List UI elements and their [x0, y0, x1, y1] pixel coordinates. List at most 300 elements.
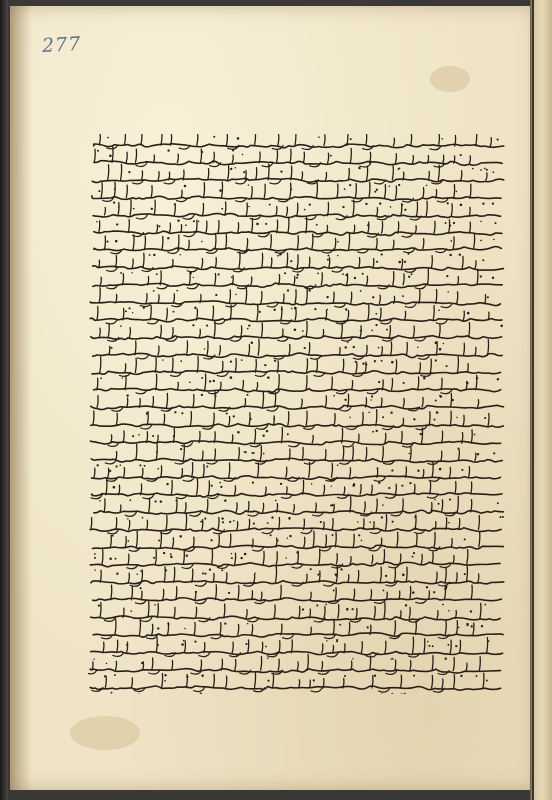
- ink-dot: [374, 360, 376, 362]
- ink-dot: [195, 591, 197, 593]
- ink-dot: [467, 312, 470, 315]
- handwritten-line: [93, 269, 502, 292]
- ink-stroke: [479, 532, 480, 547]
- ink-stroke: [251, 277, 252, 285]
- ink-stroke: [430, 482, 431, 495]
- ink-stroke: [335, 533, 336, 547]
- ink-stroke: [450, 640, 451, 653]
- ink-stroke: [348, 575, 349, 582]
- handwritten-line: [94, 233, 501, 257]
- ink-stroke: [288, 217, 289, 233]
- ink-dot: [120, 325, 122, 327]
- ink-dot: [337, 464, 339, 466]
- ink-dot: [193, 220, 195, 222]
- ink-stroke: [379, 295, 380, 303]
- ink-stroke: [128, 573, 129, 582]
- ink-stroke: [173, 294, 174, 303]
- ink-dot: [111, 692, 113, 694]
- ink-dot: [331, 486, 332, 487]
- ink-stroke: [419, 290, 420, 304]
- ink-dot: [314, 308, 316, 310]
- ink-dot: [362, 273, 364, 275]
- ink-dot: [164, 674, 166, 676]
- ink-stroke: [323, 679, 324, 688]
- ink-stroke: [218, 535, 219, 547]
- ink-dot: [316, 224, 318, 226]
- ink-stroke: [343, 443, 354, 447]
- ink-dot: [452, 399, 454, 401]
- ink-stroke: [90, 562, 500, 567]
- ink-stroke: [270, 235, 271, 250]
- ink-dot: [235, 294, 237, 296]
- ink-stroke: [197, 479, 198, 495]
- ink-stroke: [451, 393, 452, 406]
- ink-stroke: [187, 341, 188, 355]
- ink-stroke: [94, 144, 504, 148]
- ink-stroke: [475, 261, 476, 269]
- ink-dot: [345, 308, 347, 310]
- ink-dot: [428, 645, 430, 647]
- ink-stroke: [297, 255, 298, 268]
- ink-dot: [254, 572, 256, 574]
- ink-dot: [372, 296, 374, 298]
- ink-stroke: [454, 156, 455, 163]
- ink-stroke: [108, 165, 109, 180]
- ink-dot: [390, 412, 392, 414]
- ink-stroke: [162, 674, 163, 688]
- ink-stroke: [195, 582, 206, 586]
- ink-stroke: [213, 306, 214, 320]
- ink-dot: [256, 223, 259, 226]
- ink-stroke: [248, 640, 249, 653]
- ink-stroke: [380, 308, 381, 320]
- ink-stroke: [238, 448, 239, 460]
- ink-dot: [120, 272, 122, 274]
- handwritten-line: [90, 305, 503, 327]
- ink-stroke: [386, 515, 387, 530]
- ink-stroke: [118, 203, 119, 215]
- ink-stroke: [161, 466, 162, 478]
- ink-dot: [153, 254, 155, 256]
- ink-stroke: [220, 623, 221, 635]
- ink-stroke: [401, 675, 402, 688]
- paper-stain: [430, 66, 470, 92]
- ink-stroke: [394, 621, 395, 635]
- ink-dot: [336, 639, 338, 641]
- ink-stroke: [476, 134, 477, 146]
- ink-dot: [173, 435, 175, 437]
- ink-stroke: [462, 433, 463, 444]
- ink-stroke: [106, 320, 117, 324]
- ink-dot: [213, 380, 215, 382]
- ink-stroke: [148, 320, 159, 324]
- ink-dot: [265, 646, 267, 648]
- ink-dot: [241, 359, 243, 361]
- ink-stroke: [99, 288, 100, 303]
- ink-dot: [297, 274, 299, 276]
- ink-stroke: [101, 183, 102, 198]
- ink-dot: [344, 346, 346, 348]
- ink-stroke: [119, 485, 120, 495]
- ink-dot: [120, 464, 122, 466]
- ink-dot: [308, 289, 310, 291]
- ink-dot: [326, 640, 327, 641]
- ink-dot: [497, 502, 499, 504]
- ink-stroke: [99, 260, 100, 267]
- ink-stroke: [415, 226, 416, 234]
- ink-dot: [189, 382, 191, 384]
- ink-dot: [404, 261, 406, 263]
- ink-stroke: [293, 505, 294, 512]
- ink-stroke: [271, 258, 272, 268]
- ink-stroke: [355, 184, 356, 198]
- ink-stroke: [278, 659, 279, 670]
- ink-stroke: [270, 180, 281, 184]
- ink-stroke: [487, 638, 488, 654]
- ink-dot: [251, 341, 254, 344]
- handwritten-text-block: [88, 134, 506, 694]
- ink-stroke: [409, 607, 410, 618]
- ink-stroke: [288, 412, 289, 426]
- ink-stroke: [313, 531, 314, 547]
- ink-dot: [167, 149, 169, 151]
- ink-dot: [253, 523, 255, 525]
- ink-stroke: [352, 381, 353, 390]
- ink-dot: [476, 675, 478, 677]
- ink-stroke: [459, 519, 460, 530]
- ink-stroke: [192, 463, 193, 478]
- handwritten-arabic-lines: [88, 134, 506, 694]
- ink-dot: [486, 680, 488, 682]
- ink-stroke: [485, 295, 486, 304]
- handwritten-line: [90, 288, 500, 311]
- ink-stroke: [291, 640, 292, 653]
- ink-dot: [497, 139, 499, 141]
- ink-stroke: [326, 173, 327, 180]
- ink-stroke: [403, 398, 404, 407]
- ink-stroke: [258, 339, 259, 355]
- ink-stroke: [457, 357, 458, 373]
- ink-stroke: [251, 187, 252, 198]
- ink-stroke: [455, 135, 456, 146]
- ink-stroke: [319, 549, 320, 564]
- ink-dot: [201, 674, 203, 676]
- ink-stroke: [245, 171, 246, 180]
- ink-stroke: [393, 138, 394, 146]
- ink-dot: [442, 138, 444, 140]
- ink-stroke: [248, 502, 249, 512]
- handwritten-line: [91, 602, 500, 627]
- ink-dot: [434, 419, 436, 421]
- ink-stroke: [238, 625, 239, 635]
- ink-stroke: [367, 276, 368, 285]
- ink-dot: [346, 608, 349, 611]
- ink-stroke: [123, 308, 124, 320]
- ink-stroke: [142, 171, 143, 180]
- ink-stroke: [412, 156, 413, 164]
- ink-stroke: [123, 608, 124, 617]
- ink-dot: [426, 185, 428, 187]
- ink-dot: [280, 170, 282, 172]
- ink-stroke: [117, 640, 118, 652]
- ink-stroke: [130, 200, 131, 215]
- ink-stroke: [202, 259, 203, 268]
- handwritten-line: [90, 549, 500, 572]
- ink-stroke: [94, 468, 95, 477]
- ink-dot: [143, 307, 145, 309]
- ink-stroke: [301, 530, 312, 534]
- ink-stroke: [306, 411, 307, 425]
- ink-dot: [357, 521, 358, 522]
- ink-stroke: [445, 585, 446, 599]
- ink-stroke: [310, 627, 311, 634]
- ink-dot: [480, 275, 482, 277]
- ink-stroke: [254, 575, 255, 583]
- binding-gutter-shadow: [10, 6, 32, 790]
- ink-dot: [221, 208, 223, 210]
- ink-stroke: [136, 149, 137, 162]
- ink-stroke: [171, 481, 172, 495]
- ink-stroke: [172, 358, 173, 372]
- ink-dot: [162, 359, 164, 361]
- ink-dot: [248, 206, 250, 208]
- ink-stroke: [286, 467, 287, 477]
- ink-dot: [194, 641, 196, 643]
- ink-dot: [224, 499, 226, 501]
- ink-stroke: [120, 505, 121, 512]
- ink-dot: [375, 324, 377, 326]
- ink-stroke: [289, 449, 290, 460]
- ink-dot: [115, 240, 118, 243]
- ink-dot: [211, 485, 213, 487]
- ink-stroke: [131, 678, 132, 688]
- ink-stroke: [396, 360, 397, 373]
- ink-stroke: [106, 479, 107, 495]
- ink-stroke: [405, 467, 406, 477]
- ink-dot: [495, 222, 497, 224]
- ink-stroke: [307, 359, 308, 373]
- ink-dot: [365, 203, 367, 205]
- ink-dot: [186, 554, 188, 556]
- ink-stroke: [282, 329, 283, 337]
- ink-stroke: [393, 272, 394, 285]
- ink-stroke: [97, 378, 98, 390]
- ink-stroke: [395, 154, 396, 163]
- ink-dot: [337, 241, 339, 243]
- ink-dot: [317, 574, 319, 576]
- ink-stroke: [252, 539, 253, 547]
- ink-stroke: [488, 413, 489, 426]
- ink-stroke: [400, 611, 401, 618]
- ink-stroke: [91, 518, 92, 530]
- ink-dot: [423, 377, 426, 380]
- ink-stroke: [142, 468, 143, 477]
- ink-dot: [237, 137, 240, 140]
- ink-stroke: [90, 686, 500, 690]
- ink-stroke: [479, 657, 480, 671]
- ink-stroke: [474, 234, 475, 248]
- ink-stroke: [160, 532, 161, 547]
- ink-dot: [378, 381, 380, 383]
- ink-stroke: [441, 378, 442, 389]
- ink-dot: [109, 470, 111, 472]
- ink-stroke: [473, 623, 474, 635]
- ink-dot: [173, 311, 175, 313]
- ink-stroke: [307, 654, 308, 670]
- ink-stroke: [382, 380, 383, 390]
- ink-dot: [370, 399, 371, 400]
- ink-stroke: [246, 203, 247, 215]
- ink-stroke: [348, 169, 349, 180]
- ink-dot: [155, 500, 157, 502]
- ink-dot: [220, 486, 222, 488]
- ink-dot: [122, 377, 123, 378]
- ink-stroke: [356, 608, 357, 618]
- ink-stroke: [483, 673, 484, 688]
- ink-stroke: [424, 639, 425, 654]
- ink-stroke: [437, 611, 438, 619]
- ink-dot: [221, 517, 223, 519]
- ink-stroke: [376, 499, 377, 512]
- ink-dot: [277, 539, 279, 541]
- ink-stroke: [206, 221, 207, 233]
- ink-stroke: [349, 623, 350, 635]
- ink-stroke: [433, 306, 434, 320]
- ink-stroke: [333, 645, 334, 653]
- ink-stroke: [316, 183, 317, 198]
- ink-dot: [116, 223, 118, 225]
- ink-stroke: [171, 135, 172, 146]
- ink-stroke: [385, 185, 386, 198]
- ink-dot: [403, 382, 405, 384]
- ink-dot: [392, 521, 394, 523]
- ink-dot: [183, 640, 185, 642]
- ink-dot: [371, 330, 373, 332]
- ink-dot: [98, 190, 100, 192]
- ink-stroke: [185, 503, 186, 512]
- ink-stroke: [322, 662, 323, 671]
- ink-stroke: [127, 642, 128, 652]
- ink-dot: [427, 641, 429, 643]
- handwritten-line: [91, 479, 502, 503]
- ink-dot: [294, 328, 297, 331]
- ink-stroke: [91, 581, 504, 584]
- ink-dot: [318, 136, 320, 138]
- ink-dot: [412, 556, 414, 558]
- ink-stroke: [423, 188, 424, 198]
- ink-dot: [388, 487, 390, 489]
- scan-background-edge: [0, 0, 8, 800]
- ink-dot: [201, 377, 203, 379]
- ink-stroke: [100, 277, 101, 285]
- ink-stroke: [261, 323, 262, 337]
- ink-stroke: [232, 155, 233, 163]
- ink-stroke: [166, 516, 167, 530]
- ink-stroke: [173, 538, 174, 547]
- ink-dot: [94, 553, 96, 555]
- ink-dot: [153, 557, 155, 559]
- ink-stroke: [391, 342, 392, 355]
- ink-dot: [228, 592, 230, 594]
- ink-dot: [97, 464, 99, 466]
- ink-stroke: [291, 166, 292, 180]
- ink-dot: [210, 539, 212, 541]
- ink-dot: [219, 482, 221, 484]
- ink-dot: [493, 239, 495, 241]
- ink-stroke: [366, 398, 367, 407]
- ink-dot: [259, 311, 261, 313]
- ink-stroke: [456, 621, 457, 635]
- ink-dot: [450, 240, 452, 242]
- ink-stroke: [197, 134, 198, 145]
- ink-dot: [288, 517, 291, 520]
- ink-dot: [439, 395, 441, 397]
- ink-dot: [352, 608, 354, 610]
- ink-stroke: [471, 430, 472, 443]
- ink-stroke: [283, 294, 284, 303]
- ink-dot: [444, 657, 446, 659]
- ink-dot: [274, 360, 276, 362]
- ink-dot: [290, 260, 292, 262]
- ink-dot: [141, 662, 143, 664]
- ink-stroke: [403, 274, 404, 285]
- ink-stroke: [94, 149, 95, 162]
- ink-stroke: [406, 342, 407, 355]
- ink-stroke: [273, 416, 274, 425]
- ink-dot: [158, 225, 160, 227]
- ink-dot: [466, 623, 469, 626]
- ink-dot: [374, 191, 376, 193]
- ink-stroke: [279, 518, 280, 530]
- ink-stroke: [261, 657, 262, 671]
- ink-stroke: [235, 660, 236, 670]
- ink-dot: [372, 431, 374, 433]
- ink-stroke: [397, 532, 398, 547]
- ink-dot: [192, 324, 194, 326]
- ink-stroke: [381, 538, 382, 547]
- ink-stroke: [129, 328, 130, 338]
- ink-stroke: [353, 200, 354, 216]
- handwritten-line: [91, 566, 504, 590]
- ink-stroke: [132, 259, 133, 267]
- ink-stroke: [469, 156, 470, 163]
- ink-dot: [252, 482, 254, 484]
- ink-stroke: [194, 622, 195, 634]
- ink-dot: [140, 587, 142, 589]
- ink-stroke: [446, 518, 447, 530]
- ink-dot: [224, 622, 226, 624]
- ink-dot: [265, 223, 267, 225]
- ink-dot: [113, 486, 116, 489]
- ink-dot: [209, 380, 211, 382]
- handwritten-line: [92, 357, 501, 381]
- ink-stroke: [215, 235, 216, 249]
- ink-stroke: [124, 134, 125, 145]
- ink-dot: [246, 394, 248, 396]
- ink-stroke: [155, 358, 156, 372]
- ink-stroke: [453, 657, 454, 670]
- ink-dot: [116, 572, 118, 574]
- ink-stroke: [111, 435, 112, 443]
- ink-stroke: [128, 220, 129, 233]
- ink-stroke: [376, 238, 377, 248]
- ink-dot: [381, 516, 383, 518]
- ink-dot: [435, 400, 437, 402]
- ink-stroke: [105, 460, 116, 464]
- ink-stroke: [339, 348, 340, 356]
- ink-stroke: [362, 412, 363, 425]
- ink-stroke: [316, 360, 317, 372]
